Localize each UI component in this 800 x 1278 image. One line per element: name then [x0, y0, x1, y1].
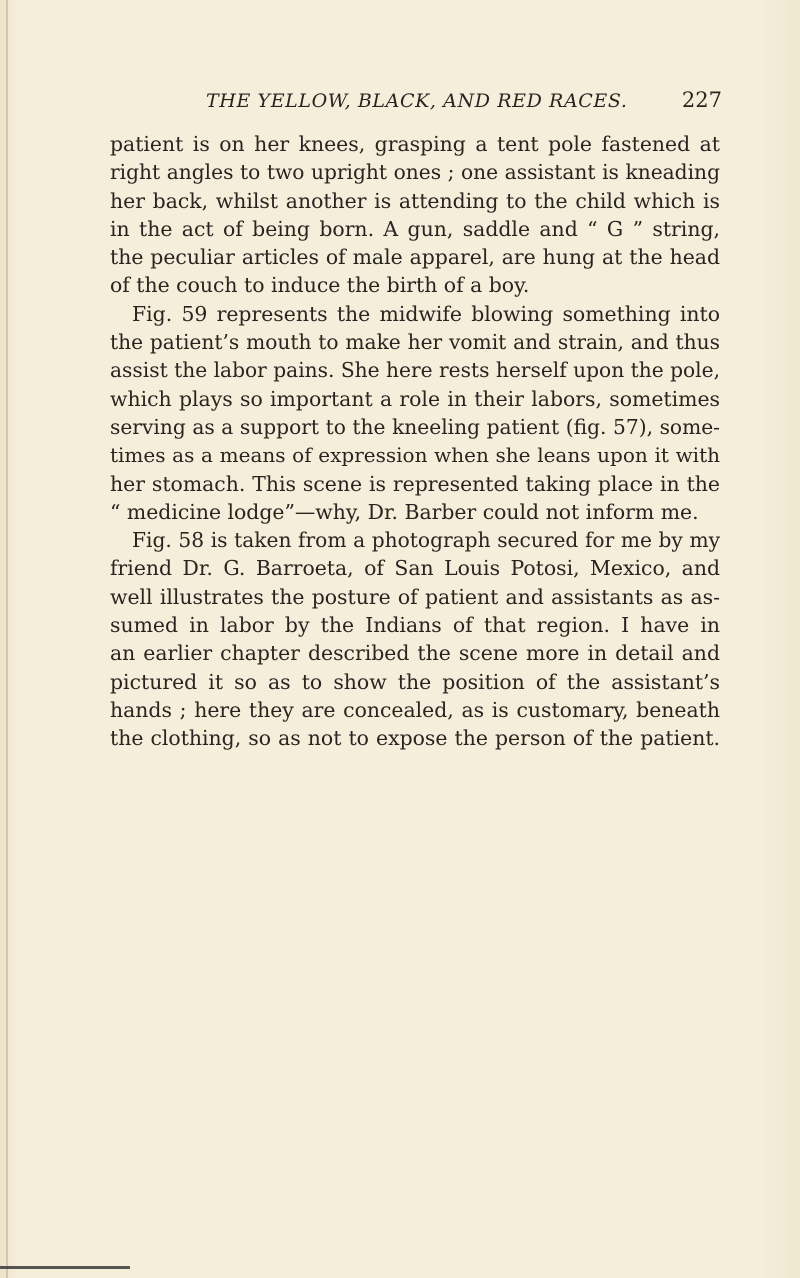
body-text [110, 130, 720, 753]
text-line: her stomach. This scene is represented taking place in the [110, 471, 720, 496]
text-line: serving as a support to the kneeling patient (fig. 57), some- [110, 414, 720, 439]
text-line: the patient’s mouth to make her vomit and strain, and thus [110, 330, 720, 355]
text-line: sumed in labor by the Indians of that region. I have in [110, 613, 720, 638]
text-line: assist the labor pains. She here rests herself upon the pole, [110, 358, 720, 383]
text-line: hands ; here they are concealed, as is customary, beneath [110, 697, 720, 722]
scan-edge-mark [0, 1266, 130, 1269]
text-line: right angles to two upright ones ; one assistant is kneading [110, 160, 720, 185]
page-number: 227 [681, 88, 722, 112]
running-head: THE YELLOW, BLACK, AND RED RACES. [206, 90, 628, 112]
text-line: Fig. 59 represents the midwife blowing something into [132, 301, 720, 326]
text-line: which plays so important a role in their labors, sometimes [110, 386, 720, 411]
text-line: of the couch to induce the birth of a boy. [110, 273, 530, 298]
text-line: pictured it so as to show the position of the assistant’s [110, 669, 720, 694]
text-line: times as a means of expression when she leans upon it with [110, 443, 720, 468]
text-line: Fig. 58 is taken from a photograph secured for me by my [132, 528, 720, 553]
text-line: the peculiar articles of male apparel, are hung at the head [110, 245, 720, 270]
text-line: in the act of being born. A gun, saddle and “ G ” string, [110, 216, 720, 241]
text-line: well illustrates the posture of patient and assistants as as- [110, 584, 720, 609]
page-header [110, 86, 722, 120]
text-line: her back, whilst another is attending to the child which is [110, 188, 720, 213]
text-line: patient is on her knees, grasping a tent pole fastened at [110, 132, 720, 156]
text-line: “ medicine lodge”—why, Dr. Barber could not inform me. [110, 499, 699, 524]
gutter-edge [6, 0, 8, 1278]
text-line: an earlier chapter described the scene more in detail and [110, 641, 720, 666]
text-line: friend Dr. G. Barroeta, of San Louis Potosi, Mexico, and [110, 556, 720, 581]
text-line: the clothing, so as not to expose the person of the patient. [110, 726, 720, 751]
